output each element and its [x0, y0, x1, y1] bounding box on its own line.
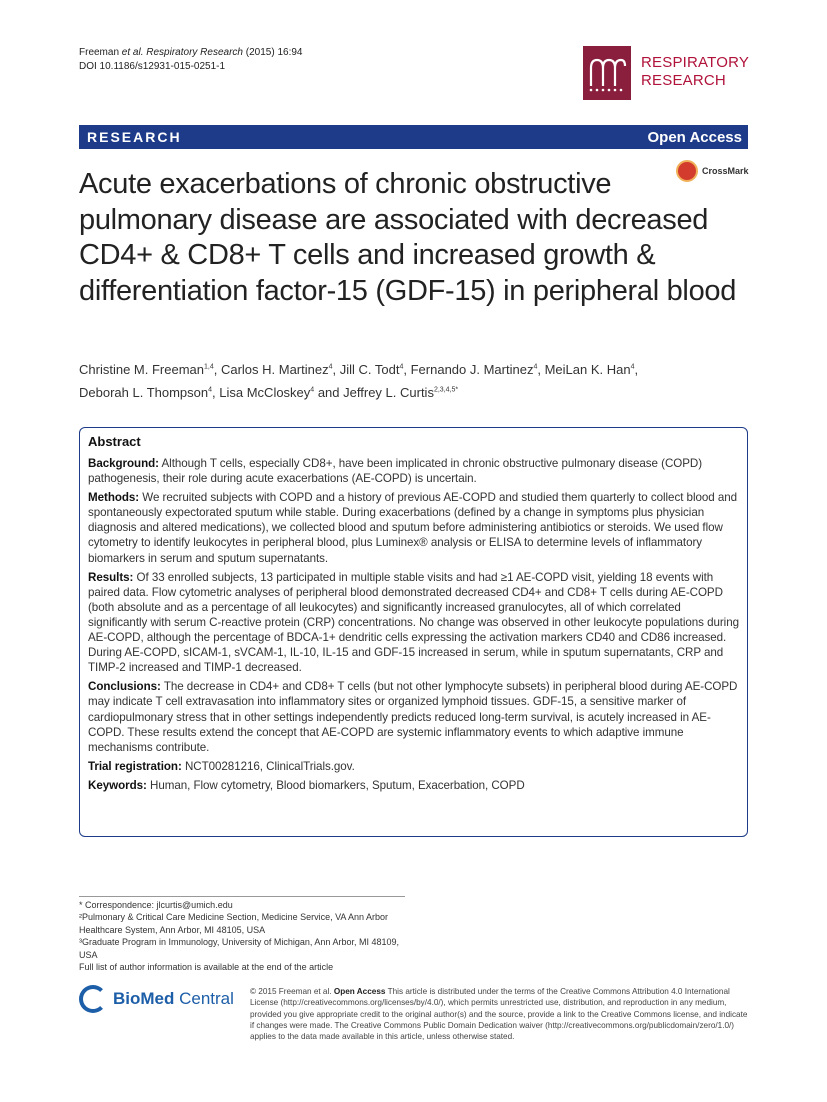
article-title: Acute exacerbations of chronic obstructive pulmonary disease are associated with decreased CD4+ & CD8+ T cells and increased growth & differentiation factor-15 (GDF-15) in peripheral blood	[79, 168, 737, 307]
abstract-section-label: Results:	[88, 570, 134, 584]
journal-logo-text: RESPIRATORY RESEARCH	[641, 54, 750, 89]
abstract-section-label: Background:	[88, 457, 159, 470]
author-name: Jeffrey L. Curtis	[343, 384, 434, 400]
abstract-section	[88, 456, 739, 486]
abstract-section-text: We recruited subjects with COPD and a history of previous AE-COPD and studied them quarterly to collect blood and spontaneously expectorated sputum while stable. During exacerbations (defined by a change in symptoms plus physician diagnosis and altered medications), we collected blood and sputum before administering antibiotics or steroids. We used flow cytometry to identify leukocytes in peripheral blood, plus Luminex® analysis or ELISA to determine levels of inflammatory biomarkers in serum and sputum supernatants.	[88, 491, 738, 565]
footnote-item: ³Graduate Program in Immunology, University of Michigan, Ann Arbor, MI 48109, USA	[79, 937, 399, 960]
abstract-section	[88, 679, 739, 754]
footnote-item: Full list of author information is available at the end of the article	[79, 962, 334, 973]
author-affiliation: 4	[208, 386, 213, 394]
author-name: Christine M. Freeman	[79, 362, 204, 378]
abstract-box	[79, 427, 748, 837]
abstract-section-text: Although T cells, especially CD8+, have been implicated in chronic obstructive pulmonary disease (COPD) pathogenesis, their role during acute exacerbations (AE-COPD) is uncertain.	[88, 457, 703, 486]
author-affiliation: 4	[328, 364, 333, 371]
author-affiliation: 4	[399, 364, 404, 371]
journal-logo	[583, 46, 749, 100]
abstract-section	[88, 778, 739, 793]
author-name: Carlos H. Martinez	[220, 362, 329, 378]
abstract-section-label: Keywords:	[88, 778, 147, 792]
author-name: Jill C. Todt	[339, 362, 400, 378]
footnote-item: * Correspondence: jlcurtis@umich.edu	[79, 900, 233, 910]
open-access-label: Open Access	[647, 128, 742, 146]
author-affiliation: 2,3,4,5*	[433, 386, 459, 394]
author-name: Lisa McCloskey	[219, 384, 311, 400]
crossmark-badge[interactable]: CrossMark	[676, 160, 749, 182]
abstract-section-text: Human, Flow cytometry, Blood biomarkers, Sputum, Exacerbation, COPD	[150, 778, 525, 792]
article-type-banner	[79, 125, 748, 149]
abstract-section-label: Trial registration:	[88, 759, 182, 773]
abstract-section	[88, 570, 739, 676]
journal-logo-icon	[583, 46, 631, 100]
author-affiliation: 4	[310, 386, 315, 394]
abstract-section-text: NCT00281216, ClinicalTrials.gov.	[184, 759, 355, 773]
citation-header	[79, 46, 302, 74]
publisher-name: BioMed Central	[113, 989, 234, 1008]
footnote-divider	[79, 896, 405, 897]
article-type-label: RESEARCH	[87, 129, 182, 145]
author-affiliation: 4	[630, 364, 635, 371]
footnote-item: ²Pulmonary & Critical Care Medicine Section, Medicine Service, VA Ann Arbor Healthcare System, Ann Arbor, MI 48105, USA	[79, 912, 388, 935]
abstract-section-label: Conclusions:	[88, 680, 161, 694]
abstract-section	[88, 490, 739, 565]
citation-authors: Freeman	[79, 47, 120, 58]
biomed-central-icon	[79, 985, 107, 1013]
citation-volume: (2015) 16:94	[245, 47, 303, 58]
abstract-heading: Abstract	[88, 434, 141, 449]
publisher-logo	[79, 985, 234, 1013]
author-name: MeiLan K. Han	[544, 362, 631, 378]
author-name: Fernando J. Martinez	[410, 362, 534, 378]
author-conjunction: and	[317, 384, 340, 400]
citation-et-al: et al.	[121, 47, 144, 58]
abstract-section-label: Methods:	[88, 491, 140, 505]
author-affiliation: 4	[533, 364, 538, 371]
citation-doi: DOI 10.1186/s12931-015-0251-1	[79, 61, 226, 72]
abstract-section-text: The decrease in CD4+ and CD8+ T cells (but not other lymphocyte subsets) in peripheral blood during AE-COPD may indicate T cell extravasation into inflammatory sites or organized lymphoid tissues. GDF-15, a sensitive marker of cardiopulmonary stress that in other settings independently predicts reduced long-term survival, is acutely increased in AE-COPD. These results extend the concept that AE-COPD are systemic inflammatory events to which adaptive immune mechanisms contribute.	[88, 680, 738, 754]
author-affiliation: 1,4	[203, 364, 214, 371]
author-list: Christine M. Freeman$^{1,4}$, Carlos H. Martinez$^4$, Jill C. Todt$^4$, Fernando J. Martinez$^4$, MeiLan K. Han$^4$, Deborah L. Thompson$^4$, Lisa McCloskey$^4$ and Jeffrey L. Curtis$^{2,3,4,5*}$	[79, 362, 639, 400]
citation-journal: Respiratory Research	[146, 47, 243, 58]
license-statement: © 2015 Freeman et al. Open Access This article is distributed under the terms of the Creative Commons Attribution 4.0 International License (http://creativecommons.org/licenses/by/4.0/), which permits unrestricted use, distribution, and reproduction in any medium, provided you give appropriate credit to the original author(s) and the source, provide a link to the Creative Commons license, and indicate if changes were made. The Creative Commons Public Domain Dedication waiver (http://creativecommons.org/publicdomain/zero/1.0/) applies to the data made available in this article, unless otherwise stated.	[250, 987, 748, 1042]
abstract-section-text: Of 33 enrolled subjects, 13 participated in multiple stable visits and had ≥1 AE-COPD visit, yielding 18 events with paired data. Flow cytometric analyses of peripheral blood demonstrated decreased CD4+ and CD8+ T cells during AE-COPD (both absolute and as a percentage of all leukocytes) and significantly increased granulocytes, all of which correlated significantly with serum C-reactive protein (CRP) concentrations. No change was observed in other leukocyte populations during AE-COPD, although the percentage of BDCA-1+ dendritic cells expressing the activation markers CD40 and CD86 increased. During AE-COPD, sICAM-1, sVCAM-1, IL-10, IL-15 and GDF-15 increased in serum, while in sputum supernatants, CRP and TIMP-2 increased and TIMP-1 decreased.	[88, 570, 740, 675]
author-name: Deborah L. Thompson	[79, 384, 209, 400]
footnotes	[79, 899, 409, 973]
abstract-section	[88, 759, 739, 774]
